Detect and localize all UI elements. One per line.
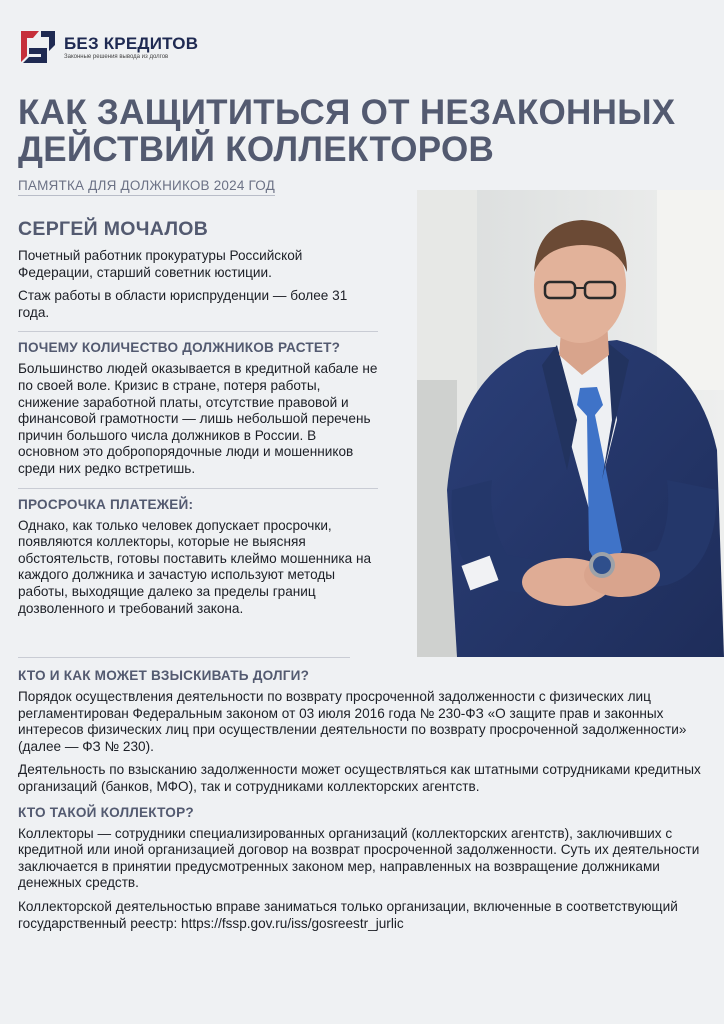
logo-icon [18,28,58,66]
section-heading-why: ПОЧЕМУ КОЛИЧЕСТВО ДОЛЖНИКОВ РАСТЕТ? [18,340,341,356]
divider [18,657,350,658]
divider [18,331,378,332]
page-title: КАК ЗАЩИТИТЬСЯ ОТ НЕЗАКОННЫХ ДЕЙСТВИЙ КОЛЛЕКТОРОВ [18,93,676,169]
divider [18,488,378,489]
section-text-overdue: Однако, как только человек допускает просрочки, появляются коллекторы, которые не выясняя обстоятельств, готовы поставить клеймо мошенника на каждого должника и зачастую используют методы работы, выходящие далеко за пределы границ дозволенного и требований закона. [18,517,372,616]
author-photo [417,190,724,657]
section-text-collector-1: Коллекторы — сотрудники специализированных организаций (коллекторских агентств), заключивших с кредитной или иной организацией договор на возврат просроченной задолженности. Суть их деятельности заключается в принятии предусмотренных законом мер, направленных на возвращение должниками денежных средств. [18,825,700,891]
page-subtitle: ПАМЯТКА ДЛЯ ДОЛЖНИКОВ 2024 ГОД [18,178,275,196]
brand-logo [18,28,198,66]
author-bio: Почетный работник прокуратуры Российской Федерации, старший советник юстиции. [18,248,303,280]
logo-subtitle: Законные решения вывода из долгов [64,53,169,60]
section-heading-overdue: ПРОСРОЧКА ПЛАТЕЖЕЙ: [18,496,194,512]
section-heading-who-collects: КТО И КАК МОЖЕТ ВЗЫСКИВАТЬ ДОЛГИ? [18,668,310,683]
author-name: СЕРГЕЙ МОЧАЛОВ [18,218,209,240]
portrait-image [417,190,724,657]
section-text-collector-2: Коллекторской деятельностью вправе заниматься только организации, включенные в соответствующий государственный реестр: https://fssp.gov.ru/iss/gosreestr_jurlic [18,898,678,931]
section-who-collects [18,657,708,932]
section-text-why: Большинство людей оказывается в кредитной кабале не по своей воле. Кризис в стране, потеря работы, снижение заработной платы, отсутствие правовой и финансовой грамотности — лишь небольшой перечень причин большого числа должников в России. В основном это добропорядочные люди и мошенников среди них редко встретишь. [18,361,378,476]
section-text-who-collects-1: Порядок осуществления деятельности по возврату просроченной задолженности с физических лиц регламентирован Федеральным законом от 03 июля 2016 года № 230-ФЗ «О защите прав и законных интересов физических лиц при осуществлении деятельности по возврату просроченной задолженности» (далее — ФЗ № 230). [18,689,687,754]
section-heading-collector: КТО ТАКОЙ КОЛЛЕКТОР? [18,804,194,820]
logo-title: БЕЗ КРЕДИТОВ [64,33,199,53]
section-text-who-collects-2: Деятельность по взысканию задолженности может осуществляться как штатными сотрудниками кредитных организаций (банков, МФО), так и сотрудниками коллекторских агентств. [18,762,701,794]
left-column [18,218,378,617]
author-experience: Стаж работы в области юриспруденции — более 31 года. [18,288,348,320]
